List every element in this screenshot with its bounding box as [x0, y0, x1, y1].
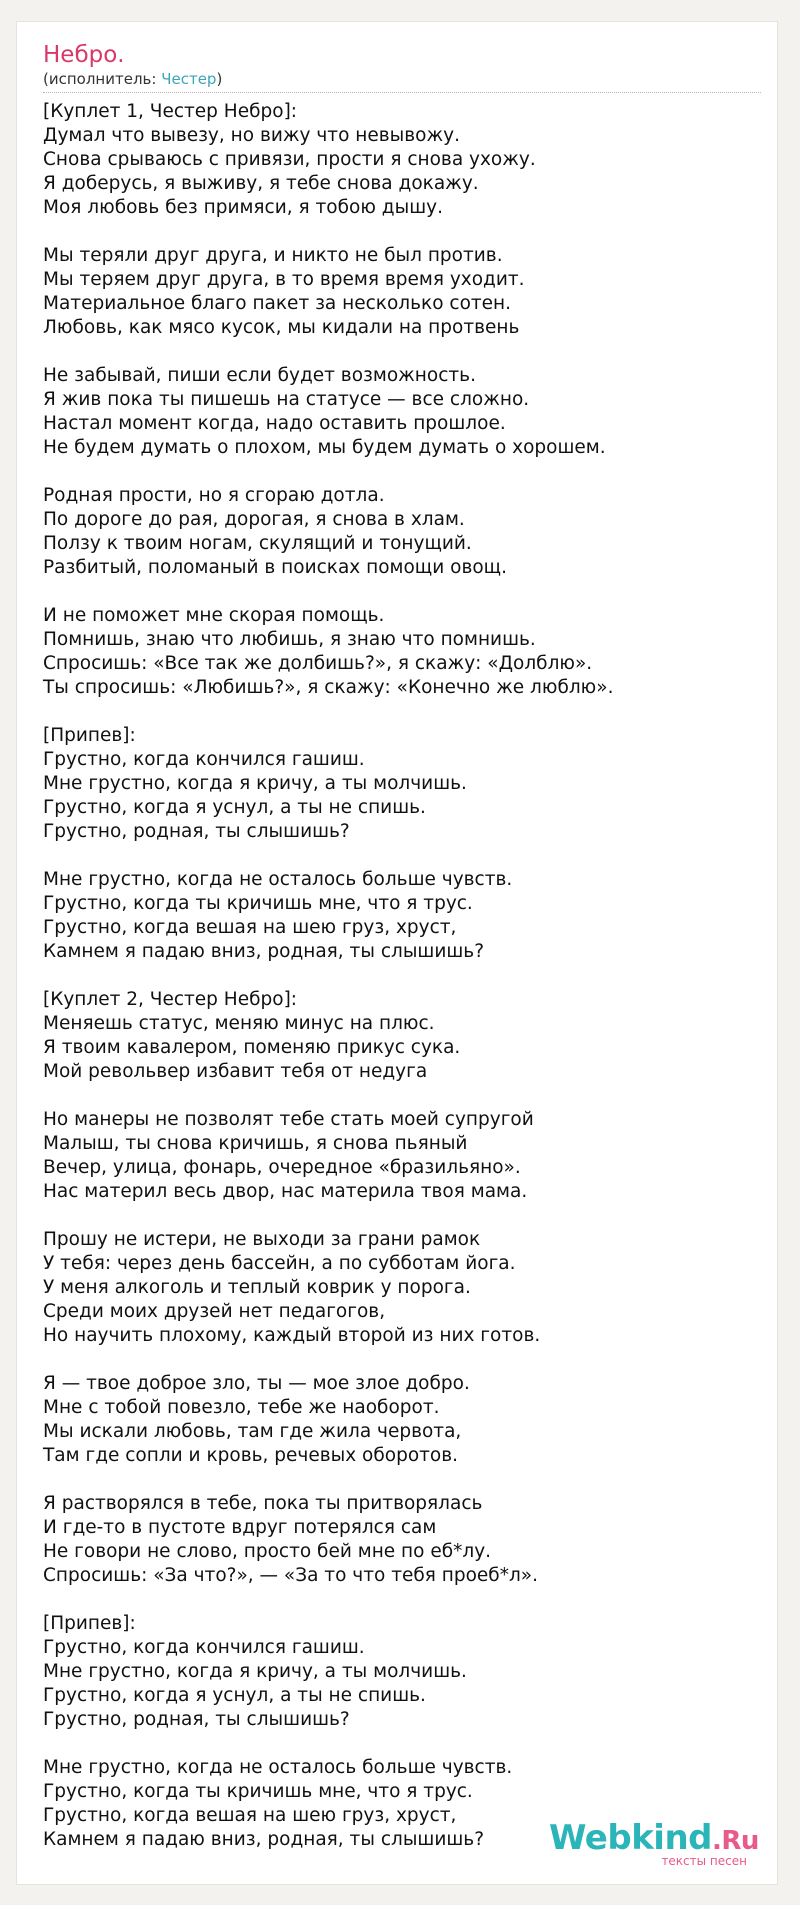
lyric-line: Не будем думать о плохом, мы будем думать о хорошем.: [43, 437, 606, 458]
lyric-line: Я твоим кавалером, поменяю прикус сука.: [43, 1037, 461, 1058]
lyric-line: Грустно, когда я уснул, а ты не спишь.: [43, 1685, 426, 1706]
lyric-line: Снова срываюсь с привязи, прости я снова ухожу.: [43, 149, 536, 170]
lyrics-card: [16, 21, 778, 1885]
lyrics-stanza: [43, 724, 763, 844]
song-header: [43, 40, 761, 93]
logo-name: Webkind: [549, 1818, 712, 1858]
lyric-line: Моя любовь без примяси, я тобою дышу.: [43, 197, 443, 218]
lyric-line: Но манеры не позволят тебе стать моей супругой: [43, 1109, 534, 1130]
lyric-line: Грустно, когда я уснул, а ты не спишь.: [43, 797, 426, 818]
lyric-line: [Припев]:: [43, 1613, 136, 1634]
lyric-line: Я жив пока ты пишешь на статусе — все сложно.: [43, 389, 530, 410]
lyric-line: [Припев]:: [43, 725, 136, 746]
lyric-line: Думал что вывезу, но вижу что невывожу.: [43, 125, 460, 146]
lyric-line: Там где сопли и кровь, речевых оборотов.: [43, 1445, 459, 1466]
lyric-line: Материальное благо пакет за несколько сотен.: [43, 293, 512, 314]
lyric-line: Мы теряли друг друга, и никто не был против.: [43, 245, 503, 266]
lyric-line: Не забывай, пиши если будет возможность.: [43, 365, 476, 386]
lyric-line: Мы теряем друг друга, в то время время уходит.: [43, 269, 525, 290]
lyric-line: Я доберусь, я выживу, я тебе снова докажу.: [43, 173, 479, 194]
lyric-line: Мне грустно, когда я кричу, а ты молчишь.: [43, 1661, 467, 1682]
lyrics-stanza: [43, 244, 763, 340]
lyrics-stanza: [43, 988, 763, 1084]
lyrics-stanza: [43, 1228, 763, 1348]
lyrics-stanza: [43, 1372, 763, 1468]
lyric-line: Мой револьвер избавит тебя от недуга: [43, 1061, 428, 1082]
logo-tld: .Ru: [712, 1826, 759, 1856]
lyric-line: Грустно, когда кончился гашиш.: [43, 749, 365, 770]
performer-link[interactable]: Честер: [161, 70, 217, 88]
lyric-line: Грустно, когда ты кричишь мне, что я трус.: [43, 893, 473, 914]
lyric-line: Грустно, когда ты кричишь мне, что я трус.: [43, 1781, 473, 1802]
lyric-line: Спросишь: «За что?», — «За то что тебя проеб*л».: [43, 1565, 538, 1586]
lyric-line: По дороге до рая, дорогая, я снова в хлам.: [43, 509, 465, 530]
lyrics-stanza: [43, 100, 763, 220]
lyrics-stanza: [43, 604, 763, 700]
lyric-line: Родная прости, но я сгораю дотла.: [43, 485, 385, 506]
lyric-line: Среди моих друзей нет педагогов,: [43, 1301, 386, 1322]
lyric-line: Любовь, как мясо кусок, мы кидали на протвень: [43, 317, 520, 338]
lyric-line: Камнем я падаю вниз, родная, ты слышишь?: [43, 1829, 485, 1850]
logo-tagline: тексты песен: [661, 1854, 747, 1868]
lyric-line: Грустно, когда кончился гашиш.: [43, 1637, 365, 1658]
lyric-line: Мне грустно, когда я кричу, а ты молчишь.: [43, 773, 467, 794]
lyrics-stanza: [43, 364, 763, 460]
lyric-line: Грустно, когда вешая на шею груз, хруст,: [43, 1805, 457, 1826]
lyric-line: У меня алкоголь и теплый коврик у порога.: [43, 1277, 471, 1298]
lyric-line: Мне грустно, когда не осталось больше чувств.: [43, 1757, 513, 1778]
lyric-line: Спросишь: «Все так же долбишь?», я скажу: «Долблю».: [43, 653, 593, 674]
lyric-line: И где-то в пустоте вдруг потерялся сам: [43, 1517, 437, 1538]
lyric-line: Ползу к твоим ногам, скулящий и тонущий.: [43, 533, 472, 554]
lyric-line: Камнем я падаю вниз, родная, ты слышишь?: [43, 941, 485, 962]
lyric-line: [Куплет 1, Честер Небро]:: [43, 101, 298, 122]
lyrics-text: [43, 100, 763, 1876]
lyric-line: Разбитый, поломаный в поисках помощи овощ.: [43, 557, 507, 578]
performer-prefix: (исполнитель:: [43, 70, 162, 88]
lyric-line: Нас материл весь двор, нас материла твоя мама.: [43, 1181, 528, 1202]
lyric-line: Меняешь статус, меняю минус на плюс.: [43, 1013, 435, 1034]
lyric-line: Мне грустно, когда не осталось больше чувств.: [43, 869, 513, 890]
lyric-line: Но научить плохому, каждый второй из них готов.: [43, 1325, 541, 1346]
site-logo[interactable]: [549, 1818, 759, 1870]
lyric-line: Грустно, когда вешая на шею груз, хруст,: [43, 917, 457, 938]
performer-line: [43, 70, 222, 89]
lyric-line: И не поможет мне скорая помощь.: [43, 605, 385, 626]
lyric-line: Я — твое доброе зло, ты — мое злое добро.: [43, 1373, 470, 1394]
lyrics-stanza: [43, 1108, 763, 1204]
lyric-line: Малыш, ты снова кричишь, я снова пьяный: [43, 1133, 468, 1154]
lyrics-stanza: [43, 1492, 763, 1588]
lyrics-stanza: [43, 1612, 763, 1732]
performer-suffix: ): [216, 70, 223, 88]
lyric-line: Прошу не истери, не выходи за грани рамок: [43, 1229, 481, 1250]
lyric-line: Ты спросишь: «Любишь?», я скажу: «Конечно же люблю».: [43, 677, 614, 698]
lyric-line: Грустно, родная, ты слышишь?: [43, 821, 350, 842]
lyric-line: Настал момент когда, надо оставить прошлое.: [43, 413, 506, 434]
lyric-line: Мне с тобой повезло, тебе же наоборот.: [43, 1397, 440, 1418]
lyric-line: Помнишь, знаю что любишь, я знаю что помнишь.: [43, 629, 536, 650]
lyric-line: Вечер, улица, фонарь, очередное «бразильяно».: [43, 1157, 521, 1178]
lyric-line: Мы искали любовь, там где жила червота,: [43, 1421, 462, 1442]
lyrics-stanza: [43, 484, 763, 580]
lyric-line: Грустно, родная, ты слышишь?: [43, 1709, 350, 1730]
lyric-line: [Куплет 2, Честер Небро]:: [43, 989, 298, 1010]
page-title: Небро.: [43, 42, 125, 68]
lyric-line: Не говори не слово, просто бей мне по еб*лу.: [43, 1541, 492, 1562]
lyric-line: У тебя: через день бассейн, а по субботам йога.: [43, 1253, 516, 1274]
lyrics-stanza: [43, 868, 763, 964]
lyric-line: Я растворялся в тебе, пока ты притворялась: [43, 1493, 483, 1514]
